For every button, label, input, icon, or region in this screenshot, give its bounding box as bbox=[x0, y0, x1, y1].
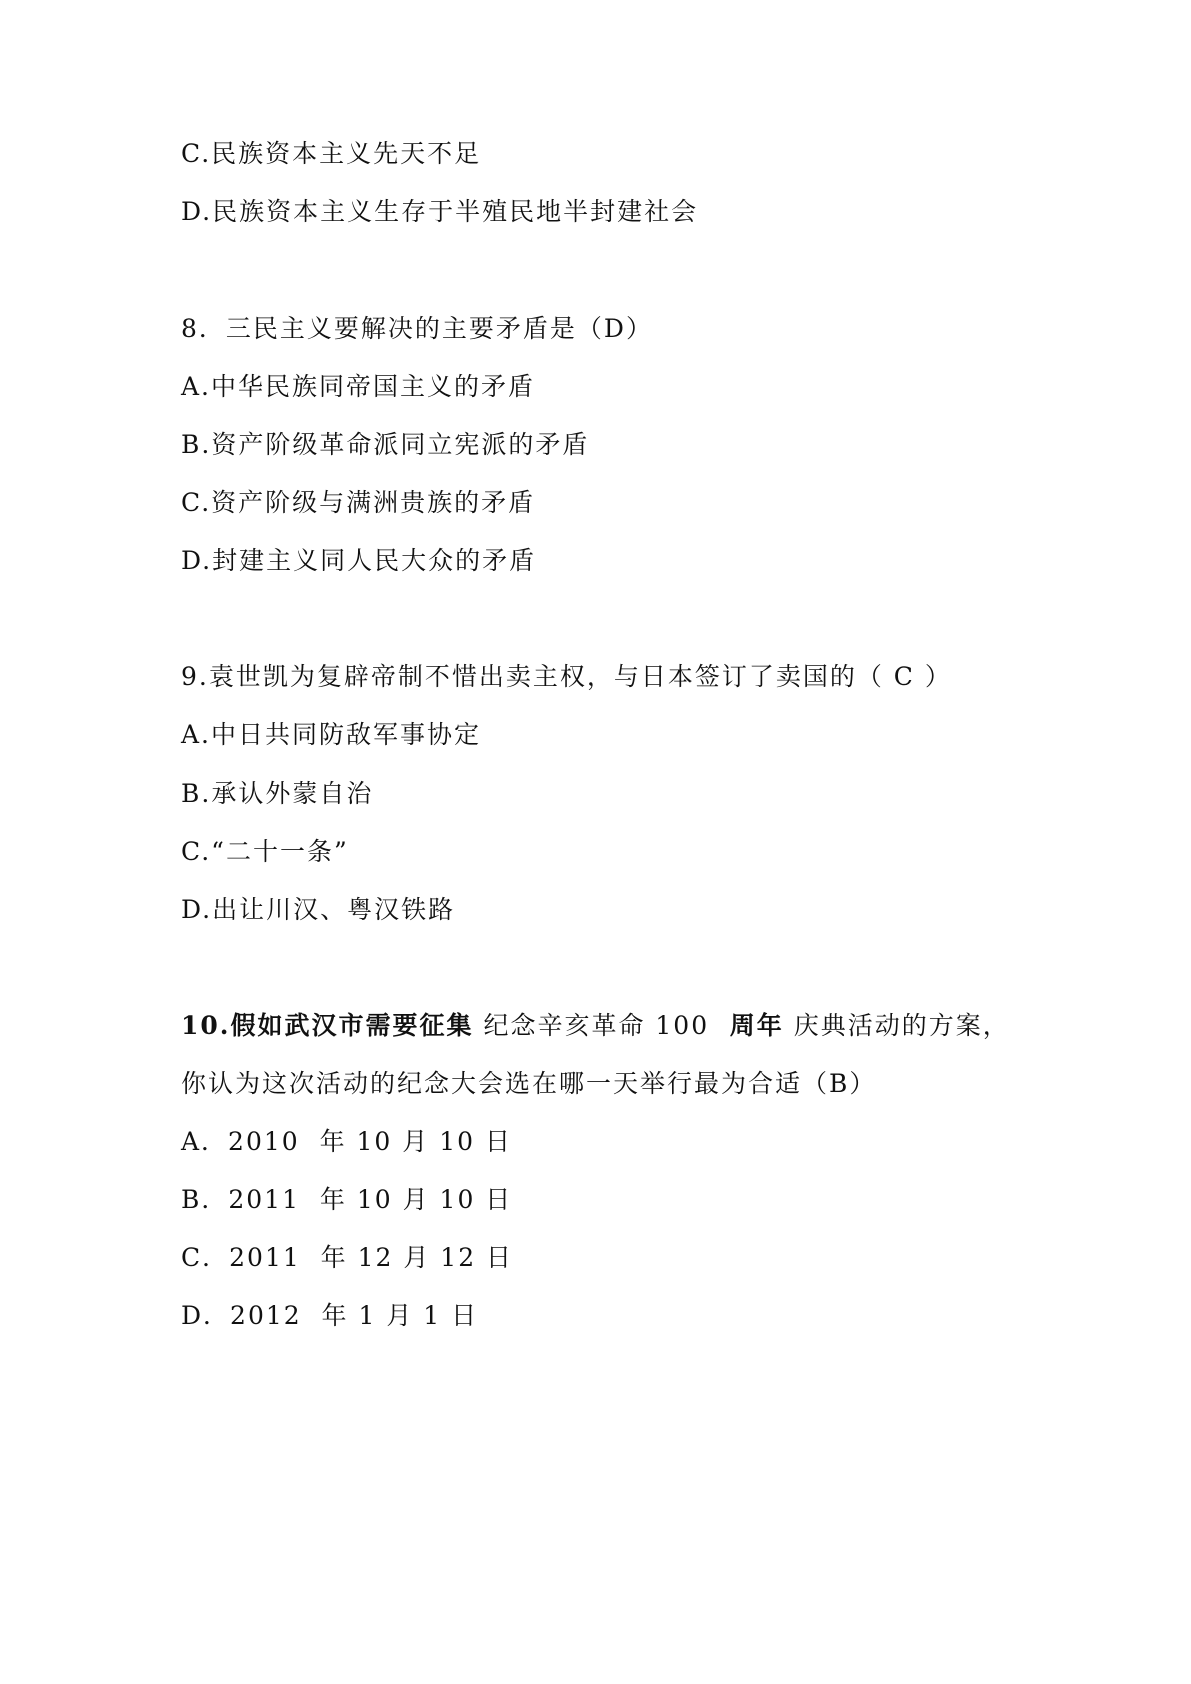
q8-option-b: B.资产阶级革命派同立宪派的矛盾 bbox=[181, 430, 590, 459]
q10-question-bold-part2: 周年 bbox=[719, 1011, 784, 1040]
q9-option-b: B.承认外蒙自治 bbox=[181, 779, 374, 808]
q10-option-d: D．2012 年 1 月 1 日 bbox=[181, 1301, 479, 1330]
q9-option-c: C.“二十一条” bbox=[181, 837, 349, 866]
q10-question-part: 纪念辛亥革命 100 bbox=[473, 1011, 720, 1040]
q8-question: 8．三民主义要解决的主要矛盾是（D） bbox=[181, 314, 653, 343]
q9-question: 9.袁世凯为复辟帝制不惜出卖主权，与日本签订了卖国的（ C ） bbox=[181, 662, 952, 691]
q9-option-d: D.出让川汉、粤汉铁路 bbox=[181, 895, 456, 924]
q8-option-a: A.中华民族同帝国主义的矛盾 bbox=[181, 372, 536, 401]
q10-option-b: B．2011 年 10 月 10 日 bbox=[181, 1185, 513, 1214]
q10-option-c: C．2011 年 12 月 12 日 bbox=[181, 1243, 514, 1272]
q10-question-line2: 你认为这次活动的纪念大会选在哪一天举行最为合适（B） bbox=[181, 1069, 877, 1098]
q10-question-bold-part: 10.假如武汉市需要征集 bbox=[181, 1011, 474, 1040]
q7-option-d: D.民族资本主义生存于半殖民地半封建社会 bbox=[181, 197, 699, 226]
q10-question-part2: 庆典活动的方案， bbox=[783, 1011, 1010, 1040]
q7-option-c: C.民族资本主义先天不足 bbox=[181, 139, 482, 168]
q8-option-c: C.资产阶级与满洲贵族的矛盾 bbox=[181, 488, 536, 517]
q8-option-d: D.封建主义同人民大众的矛盾 bbox=[181, 546, 537, 575]
q9-option-a: A.中日共同防敌军事协定 bbox=[181, 720, 482, 749]
q10-option-a: A．2010 年 10 月 10 日 bbox=[181, 1127, 512, 1156]
q10-question-line1 bbox=[181, 1010, 1010, 1042]
